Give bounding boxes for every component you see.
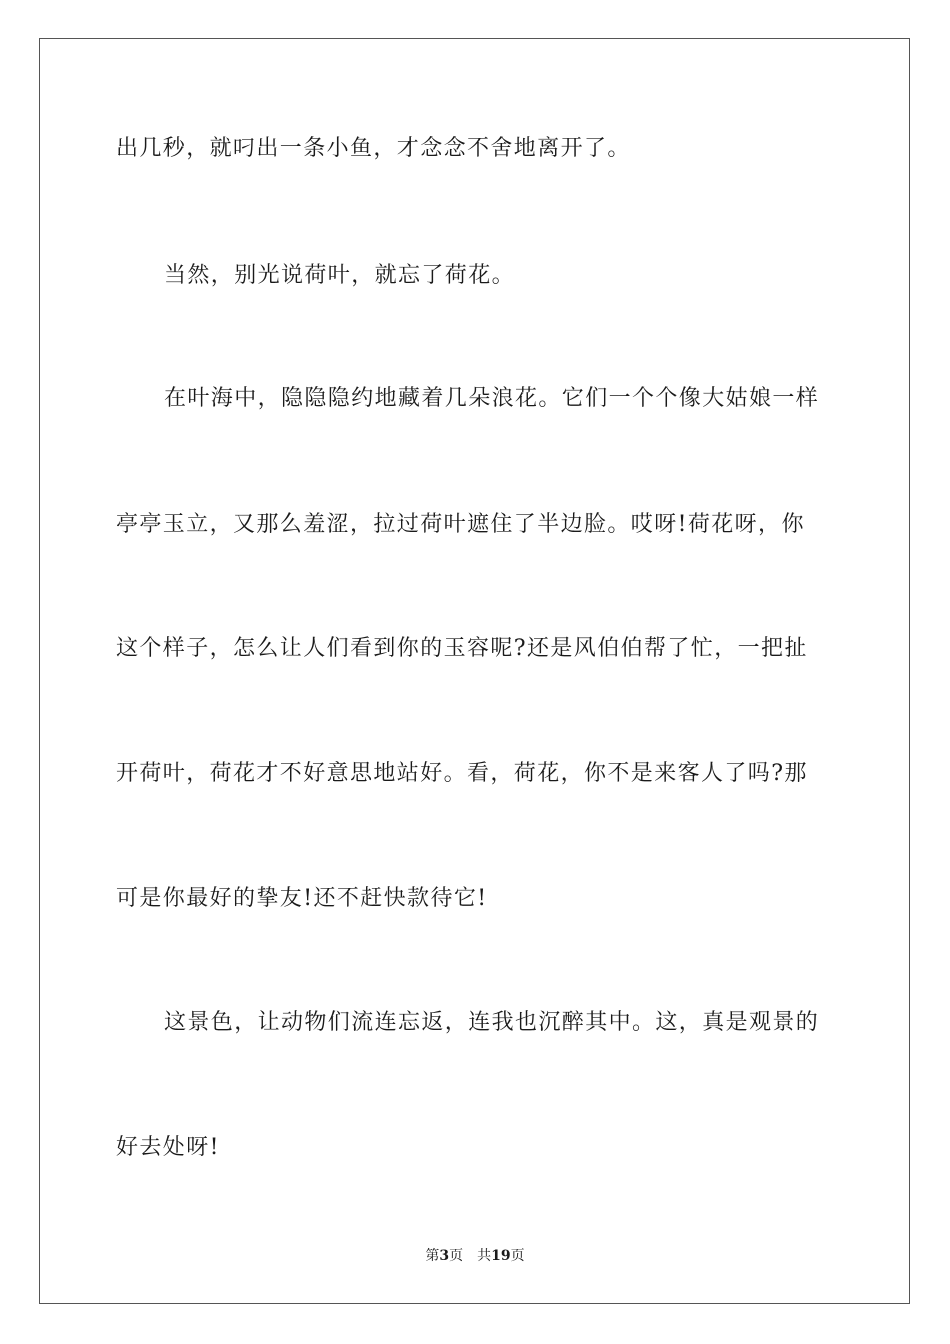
text-line: 可是你最好的挚友!还不赶快款待它!	[116, 886, 488, 911]
paragraph-start: 这景色，让动物们流连忘返，连我也沉醉其中。这，真是观景的	[164, 1010, 820, 1035]
text-line: 开荷叶，荷花才不好意思地站好。看，荷花，你不是来客人了吗?那	[116, 761, 808, 786]
total-suffix: 页	[510, 1248, 525, 1264]
total-prefix: 共	[477, 1248, 492, 1264]
paragraph-start: 当然，别光说荷叶，就忘了荷花。	[164, 263, 516, 288]
page-suffix: 页	[449, 1248, 464, 1264]
paragraph-start: 在叶海中，隐隐隐约地藏着几朵浪花。它们一个个像大姑娘一样	[164, 386, 820, 411]
text-line: 好去处呀!	[116, 1135, 220, 1160]
total-pages: 19	[491, 1248, 511, 1264]
page-footer	[0, 1247, 950, 1265]
page-prefix: 第	[425, 1248, 440, 1264]
text-line: 出几秒，就叼出一条小鱼，才念念不舍地离开了。	[116, 136, 631, 161]
page-number: 3	[439, 1248, 450, 1264]
text-line: 这个样子，怎么让人们看到你的玉容呢?还是风伯伯帮了忙，一把扯	[116, 636, 808, 661]
page-frame	[39, 38, 910, 1304]
text-line: 亭亭玉立，又那么羞涩，拉过荷叶遮住了半边脸。哎呀!荷花呀，你	[116, 512, 805, 537]
